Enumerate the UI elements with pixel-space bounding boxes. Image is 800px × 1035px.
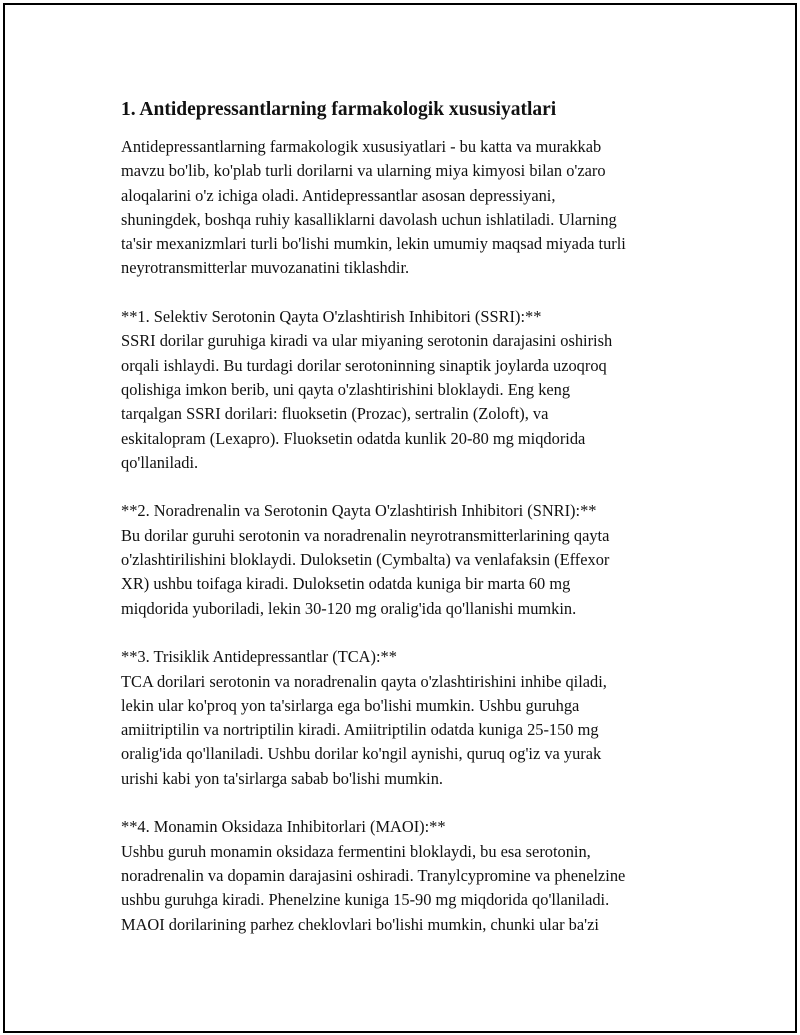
text-line: TCA dorilari serotonin va noradrenalin qayta o'zlashtirishini inhibe qiladi, xyxy=(121,671,607,691)
text-line: shuningdek, boshqa ruhiy kasalliklarni davolash uchun ishlatiladi. Ularning xyxy=(121,209,617,229)
text-line: oralig'ida qo'llaniladi. Ushbu dorilar ko'ngil aynishi, quruq og'iz va yurak xyxy=(121,744,602,764)
text-line: orqali ishlaydi. Bu turdagi dorilar serotoninning sinaptik joylarda uzoqroq xyxy=(121,355,607,375)
section-heading: 1. Antidepressantlarning farmakologik xususiyatlari xyxy=(121,99,557,120)
text-line: miqdorida yuboriladi, lekin 30-120 mg oralig'ida qo'llanishi mumkin. xyxy=(121,598,577,618)
subsection-title: **1. Selektiv Serotonin Qayta O'zlashtirish Inhibitori (SSRI):** xyxy=(121,307,542,327)
subsection-title: **3. Trisiklik Antidepressantlar (TCA):** xyxy=(121,647,397,667)
text-line: ushbu guruhga kiradi. Phenelzine kuniga 15-90 mg miqdorida qo'llaniladi. xyxy=(121,890,610,910)
document-page xyxy=(3,3,797,1033)
text-line: tarqalgan SSRI dorilari: fluoksetin (Prozac), sertralin (Zoloft), va xyxy=(121,404,549,424)
text-line: eskitalopram (Lexapro). Fluoksetin odatda kunlik 20-80 mg miqdorida xyxy=(121,428,586,448)
text-line: Bu dorilar guruhi serotonin va noradrenalin neyrotransmitterlarining qayta xyxy=(121,525,610,545)
text-line: MAOI dorilarining parhez cheklovlari bo'lishi mumkin, chunki ular ba'zi xyxy=(121,914,599,934)
paragraph-tca xyxy=(121,645,681,791)
text-line: lekin ular ko'proq yon ta'sirlarga ega bo'lishi mumkin. Ushbu guruhga xyxy=(121,695,580,715)
text-line: mavzu bo'lib, ko'plab turli dorilarni va ularning miya kimyosi bilan o'zaro xyxy=(121,161,606,181)
text-line: XR) ushbu toifaga kiradi. Duloksetin odatda kuniga bir marta 60 mg xyxy=(121,574,571,594)
text-line: noradrenalin va dopamin darajasini oshiradi. Tranylcypromine va phenelzine xyxy=(121,865,626,885)
text-line: SSRI dorilar guruhiga kiradi va ular miyaning serotonin darajasini oshirish xyxy=(121,331,613,351)
subsection-title: **2. Noradrenalin va Serotonin Qayta O'zlashtirish Inhibitori (SNRI):** xyxy=(121,501,597,521)
paragraph-ssri xyxy=(121,305,681,475)
text-line: neyrotransmitterlar muvozanatini tiklashdir. xyxy=(121,258,410,278)
text-line: ta'sir mexanizmlari turli bo'lishi mumkin, lekin umumiy maqsad miyada turli xyxy=(121,234,626,254)
subsection-title: **4. Monamin Oksidaza Inhibitorlari (MAOI):** xyxy=(121,817,446,837)
document-content xyxy=(121,97,681,961)
paragraph-intro xyxy=(121,135,681,281)
text-line: aloqalarini o'z ichiga oladi. Antidepressantlar asosan depressiyani, xyxy=(121,185,556,205)
text-line: Ushbu guruh monamin oksidaza fermentini bloklaydi, bu esa serotonin, xyxy=(121,841,591,861)
text-line: urishi kabi yon ta'sirlarga sabab bo'lishi mumkin. xyxy=(121,768,443,788)
text-line: qo'llaniladi. xyxy=(121,452,199,472)
paragraph-snri xyxy=(121,499,681,620)
text-line: qolishiga imkon berib, uni qayta o'zlashtirishini bloklaydi. Eng keng xyxy=(121,379,571,399)
paragraph-maoi xyxy=(121,815,681,936)
text-line: o'zlashtirilishini bloklaydi. Duloksetin (Cymbalta) va venlafaksin (Effexor xyxy=(121,550,610,570)
text-line: amiitriptilin va nortriptilin kiradi. Amiitriptilin odatda kuniga 25-150 mg xyxy=(121,720,599,740)
text-line: Antidepressantlarning farmakologik xususiyatlari - bu katta va murakkab xyxy=(121,137,602,156)
